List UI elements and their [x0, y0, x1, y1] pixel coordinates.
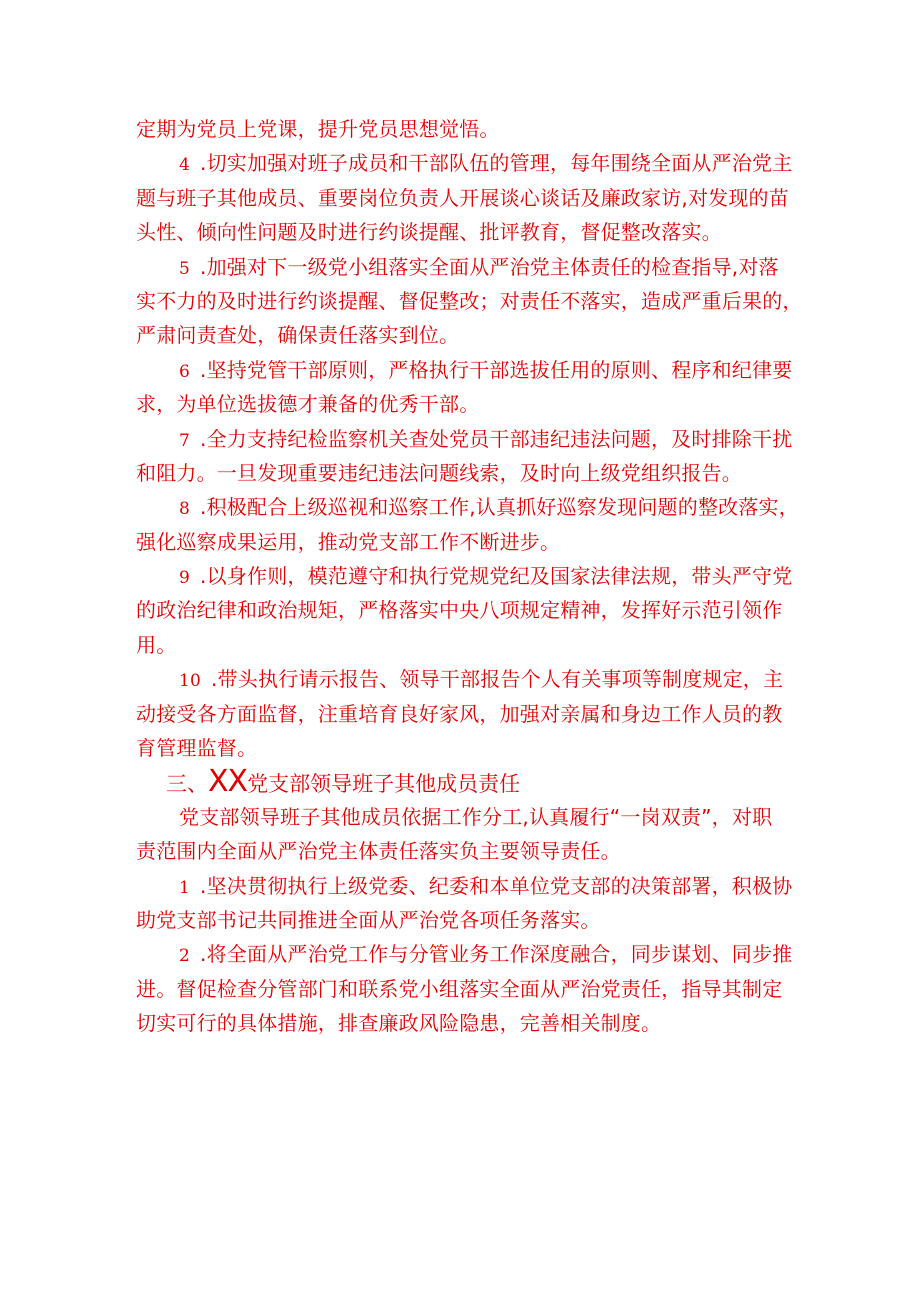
text-line	[136, 662, 796, 696]
line-text: 用。	[136, 632, 177, 657]
document-body-part2	[136, 800, 796, 1041]
item-number: 1	[179, 877, 191, 898]
line-text: 严肃问责查处，确保责任落实到位。	[136, 323, 460, 348]
line-text: 强化巡察成果运用，推动党支部工作不断进步。	[136, 529, 561, 554]
section-heading	[136, 765, 796, 799]
text-line	[136, 112, 796, 146]
text-line	[136, 559, 796, 593]
text-line	[136, 834, 796, 868]
text-line	[136, 490, 799, 524]
item-number: 6	[179, 361, 191, 382]
text-line	[136, 697, 796, 731]
line-text: .将全面从严治党工作与分管业务工作深度融合，同步谋划、同步推	[200, 942, 793, 967]
heading-prefix: 三、	[166, 772, 208, 797]
line-text: .带头执行请示报告、领导干部报告个人有关事项等制度规定，主	[211, 667, 784, 692]
line-text: 求，为单位选拔德才兼备的优秀干部。	[136, 392, 480, 417]
text-line	[136, 181, 796, 215]
text-line	[136, 284, 803, 318]
line-text: 切实可行的具体措施，排查廉政风险隐患，完善相关制度。	[136, 1011, 662, 1036]
line-text: 头性、倾向性问题及时进行约谈提醒、批评教育，督促整改落实。	[136, 220, 722, 245]
text-line	[136, 731, 796, 765]
line-text: 育管理监督。	[136, 736, 258, 761]
item-number: 10	[179, 671, 202, 692]
item-number: 4	[179, 155, 191, 176]
text-line	[136, 250, 796, 284]
text-line	[136, 456, 796, 490]
heading-xx: XX	[208, 764, 248, 800]
text-line	[136, 146, 796, 180]
document-page	[136, 112, 803, 1041]
line-text: 实不力的及时进行约谈提醒、督促整改；对责任不落实，造成严重后果的，	[136, 288, 803, 313]
line-text: 动接受各方面监督，注重培育良好家风，加强对亲属和身边工作人员的教	[136, 701, 783, 726]
text-line	[136, 972, 796, 1006]
text-line	[136, 318, 796, 352]
text-line	[136, 800, 796, 834]
text-line	[136, 215, 796, 249]
line-text: 和阻力。一旦发现重要违纪违法问题线索，及时向上级党组织报告。	[136, 460, 742, 485]
line-text: 责范围内全面从严治党主体责任落实负主要领导责任。	[136, 839, 621, 864]
document-body-part1	[136, 112, 803, 765]
text-line	[136, 903, 796, 937]
text-line	[136, 422, 796, 456]
line-text: 题与班子其他成员、重要岗位负责人开展谈心谈话及廉政家访,对发现的苗	[136, 185, 789, 210]
line-text: .坚决贯彻执行上级党委、纪委和本单位党支部的决策部署，积极协	[200, 873, 793, 898]
line-text: .加强对下一级党小组落实全面从严治党主体责任的检查指导,对落	[200, 254, 779, 279]
text-line	[136, 628, 796, 662]
text-line	[136, 525, 796, 559]
item-number: 8	[179, 499, 191, 520]
text-line	[136, 869, 796, 903]
line-text: 进。督促检查分管部门和联系党小组落实全面从严治党责任，指导其制定	[136, 976, 783, 1001]
line-text: .以身作则，模范遵守和执行党规党纪及国家法律法规，带头严守党	[200, 564, 793, 589]
text-line	[136, 593, 796, 627]
item-number: 9	[179, 568, 191, 589]
item-number: 7	[179, 430, 191, 451]
line-text: .积极配合上级巡视和巡察工作,认真抓好巡察发现问题的整改落实，	[200, 495, 799, 520]
line-text: 党支部领导班子其他成员依据工作分工,认真履行“一岗双责”，对职	[179, 804, 773, 829]
line-text: 助党支部书记共同推进全面从严治党各项任务落实。	[136, 907, 601, 932]
line-text: .切实加强对班子成员和干部队伍的管理，每年围绕全面从严治党主	[200, 151, 793, 176]
text-line	[136, 937, 796, 971]
line-text: .坚持党管干部原则，严格执行干部选拔任用的原则、程序和纪律要	[200, 357, 793, 382]
text-line	[136, 1006, 796, 1040]
text-line	[136, 387, 796, 421]
item-number: 5	[179, 258, 191, 279]
item-number: 2	[179, 946, 191, 967]
heading-suffix: 党支部领导班子其他成员责任	[247, 772, 521, 797]
line-text: 定期为党员上党课，提升党员思想觉悟。	[136, 117, 500, 141]
line-text: 的政治纪律和政治规矩，严格落实中央八项规定精神，发挥好示范引领作	[136, 598, 783, 623]
text-line	[136, 353, 796, 387]
line-text: .全力支持纪检监察机关查处党员干部违纪违法问题，及时排除干扰	[200, 426, 793, 451]
